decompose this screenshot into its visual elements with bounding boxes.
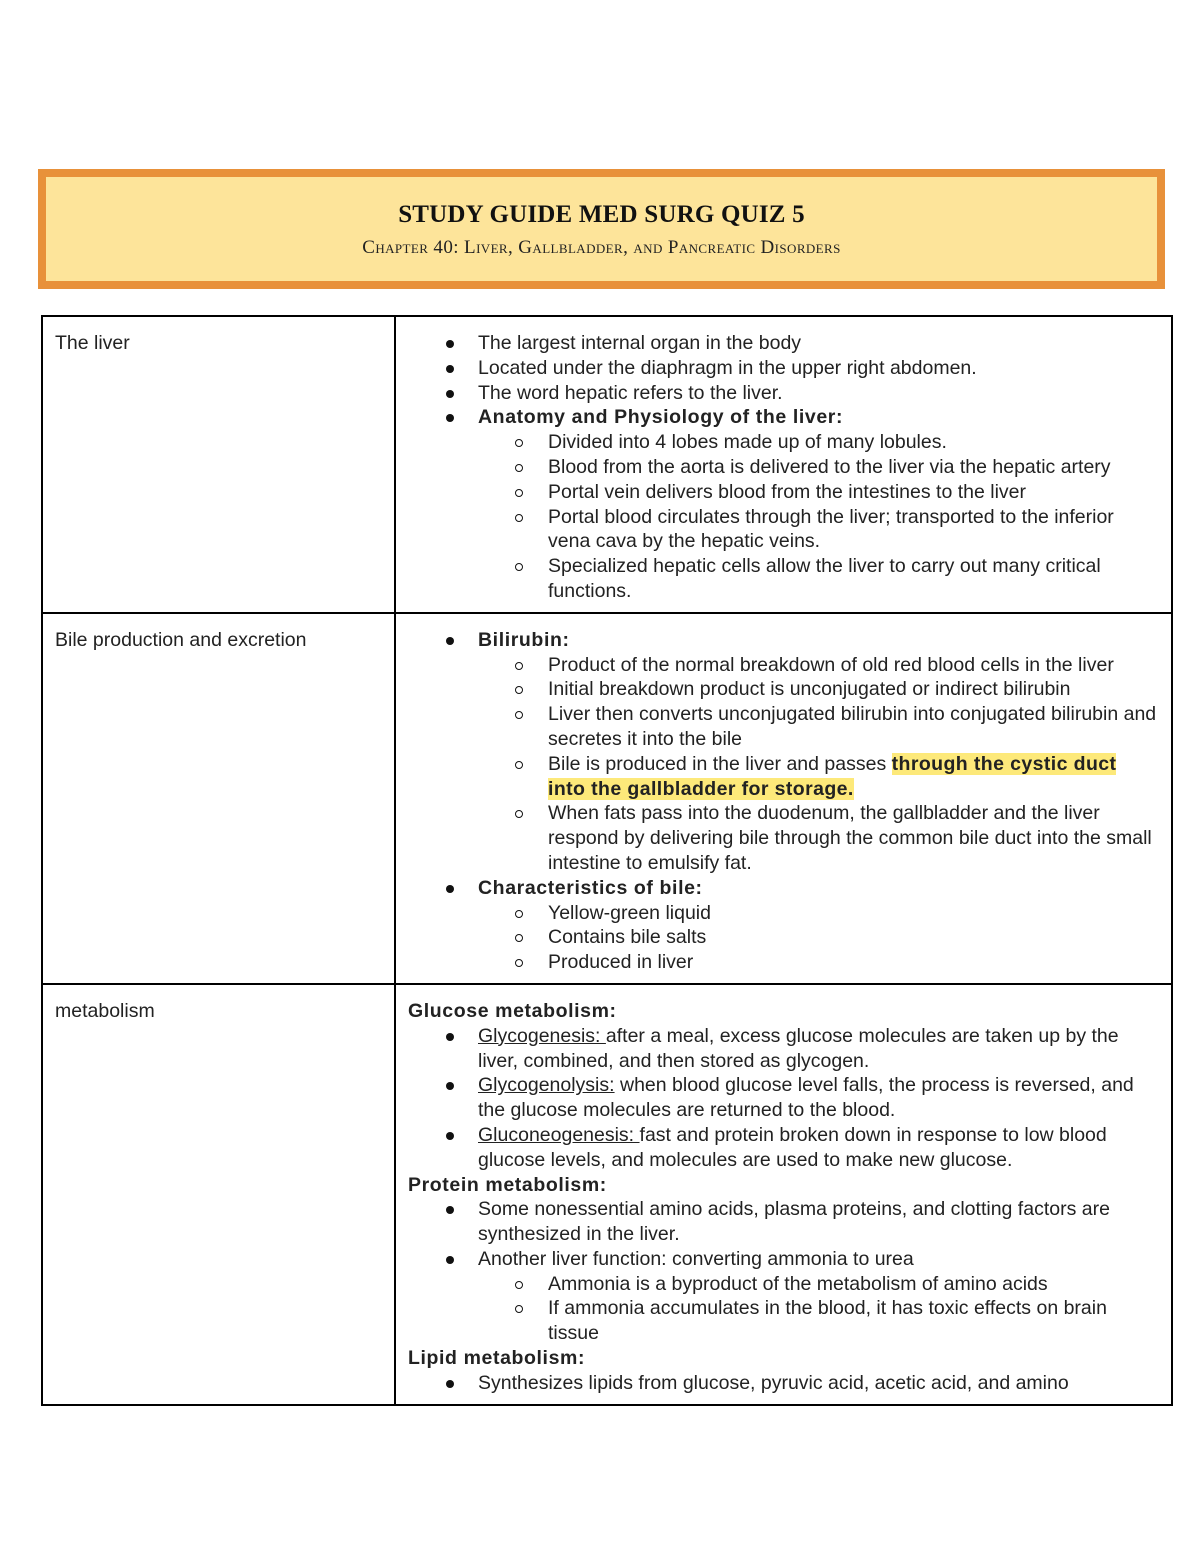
list-item: Located under the diaphragm in the upper right abdomen. xyxy=(408,356,1157,381)
definition: after a meal, excess glucose molecules are taken up by the liver, combined, and then stored as glycogen. xyxy=(478,1024,1119,1072)
bullet-list xyxy=(408,628,1157,975)
table-row-bile xyxy=(42,613,1172,984)
sub-list-item: Blood from the aorta is delivered to the liver via the hepatic artery xyxy=(408,455,1157,480)
bullet-list xyxy=(408,1197,1157,1346)
title-banner xyxy=(38,169,1165,289)
details-cell xyxy=(395,316,1172,613)
bullet-list xyxy=(408,1371,1157,1396)
sub-list-item: When fats pass into the duodenum, the gallbladder and the liver respond by delivering bile through the common bile duct into the small intestine to emulsify fat. xyxy=(408,801,1157,875)
table-row-liver xyxy=(42,316,1172,613)
sub-list-item: Contains bile salts xyxy=(408,925,1157,950)
document-subtitle: Chapter 40: Liver, Gallbladder, and Pancreatic Disorders xyxy=(362,237,841,258)
section-heading-glucose: Glucose metabolism: xyxy=(408,999,617,1022)
highlighted-text: through the cystic duct into the gallbladder for storage. xyxy=(548,752,1117,800)
section-heading-lipid: Lipid metabolism: xyxy=(408,1347,586,1370)
details-cell xyxy=(395,984,1172,1405)
list-item xyxy=(408,1073,1157,1123)
list-item-heading: Bilirubin: xyxy=(408,628,1157,653)
topic-cell: Bile production and excretion xyxy=(42,613,395,984)
list-item: Some nonessential amino acids, plasma proteins, and clotting factors are synthesized in the liver. xyxy=(408,1197,1157,1247)
topic-cell: The liver xyxy=(42,316,395,613)
definition: when blood glucose level falls, the process is reversed, and the glucose molecules are returned to the blood. xyxy=(478,1074,1134,1122)
list-item-heading: Characteristics of bile: xyxy=(408,876,1157,901)
list-item: The largest internal organ in the body xyxy=(408,331,1157,356)
sub-list-item: Ammonia is a byproduct of the metabolism of amino acids xyxy=(408,1272,1157,1297)
list-item xyxy=(408,1123,1157,1173)
topic-cell: metabolism xyxy=(42,984,395,1405)
bullet-list xyxy=(408,331,1157,604)
document-title: STUDY GUIDE MED SURG QUIZ 5 xyxy=(398,201,805,228)
sub-list-item xyxy=(408,752,1157,802)
sub-list-item: Produced in liver xyxy=(408,950,1157,975)
study-guide-table xyxy=(41,315,1173,1406)
bullet-list xyxy=(408,1024,1157,1173)
sub-list-item-text: Bile is produced in the liver and passes xyxy=(548,752,892,775)
sub-list-item: Product of the normal breakdown of old red blood cells in the liver xyxy=(408,653,1157,678)
term: Gluconeogenesis: xyxy=(478,1123,640,1146)
list-item: The word hepatic refers to the liver. xyxy=(408,381,1157,406)
details-cell xyxy=(395,613,1172,984)
list-item: Another liver function: converting ammonia to urea xyxy=(408,1247,1157,1272)
term: Glycogenolysis: xyxy=(478,1074,615,1097)
title-banner-inner xyxy=(46,177,1157,281)
term: Glycogenesis: xyxy=(478,1024,606,1047)
sub-list-item: Yellow-green liquid xyxy=(408,901,1157,926)
sub-list-item: Portal blood circulates through the liver; transported to the inferior vena cava by the hepatic veins. xyxy=(408,505,1157,555)
sub-list-item: Initial breakdown product is unconjugated or indirect bilirubin xyxy=(408,677,1157,702)
table-row-metabolism xyxy=(42,984,1172,1405)
definition: fast and protein broken down in response to low blood glucose levels, and molecules are used to make new glucose. xyxy=(478,1123,1107,1171)
section-heading-protein: Protein metabolism: xyxy=(408,1173,607,1196)
sub-list-item: Portal vein delivers blood from the intestines to the liver xyxy=(408,480,1157,505)
sub-list-item: Divided into 4 lobes made up of many lobules. xyxy=(408,430,1157,455)
list-item: Synthesizes lipids from glucose, pyruvic acid, acetic acid, and amino xyxy=(408,1371,1157,1396)
list-item xyxy=(408,1024,1157,1074)
sub-list-item: Specialized hepatic cells allow the liver to carry out many critical functions. xyxy=(408,554,1157,604)
sub-list-item: Liver then converts unconjugated bilirubin into conjugated bilirubin and secretes it into the bile xyxy=(408,702,1157,752)
sub-list-item: If ammonia accumulates in the blood, it has toxic effects on brain tissue xyxy=(408,1296,1157,1346)
list-item-heading: Anatomy and Physiology of the liver: xyxy=(408,405,1157,430)
